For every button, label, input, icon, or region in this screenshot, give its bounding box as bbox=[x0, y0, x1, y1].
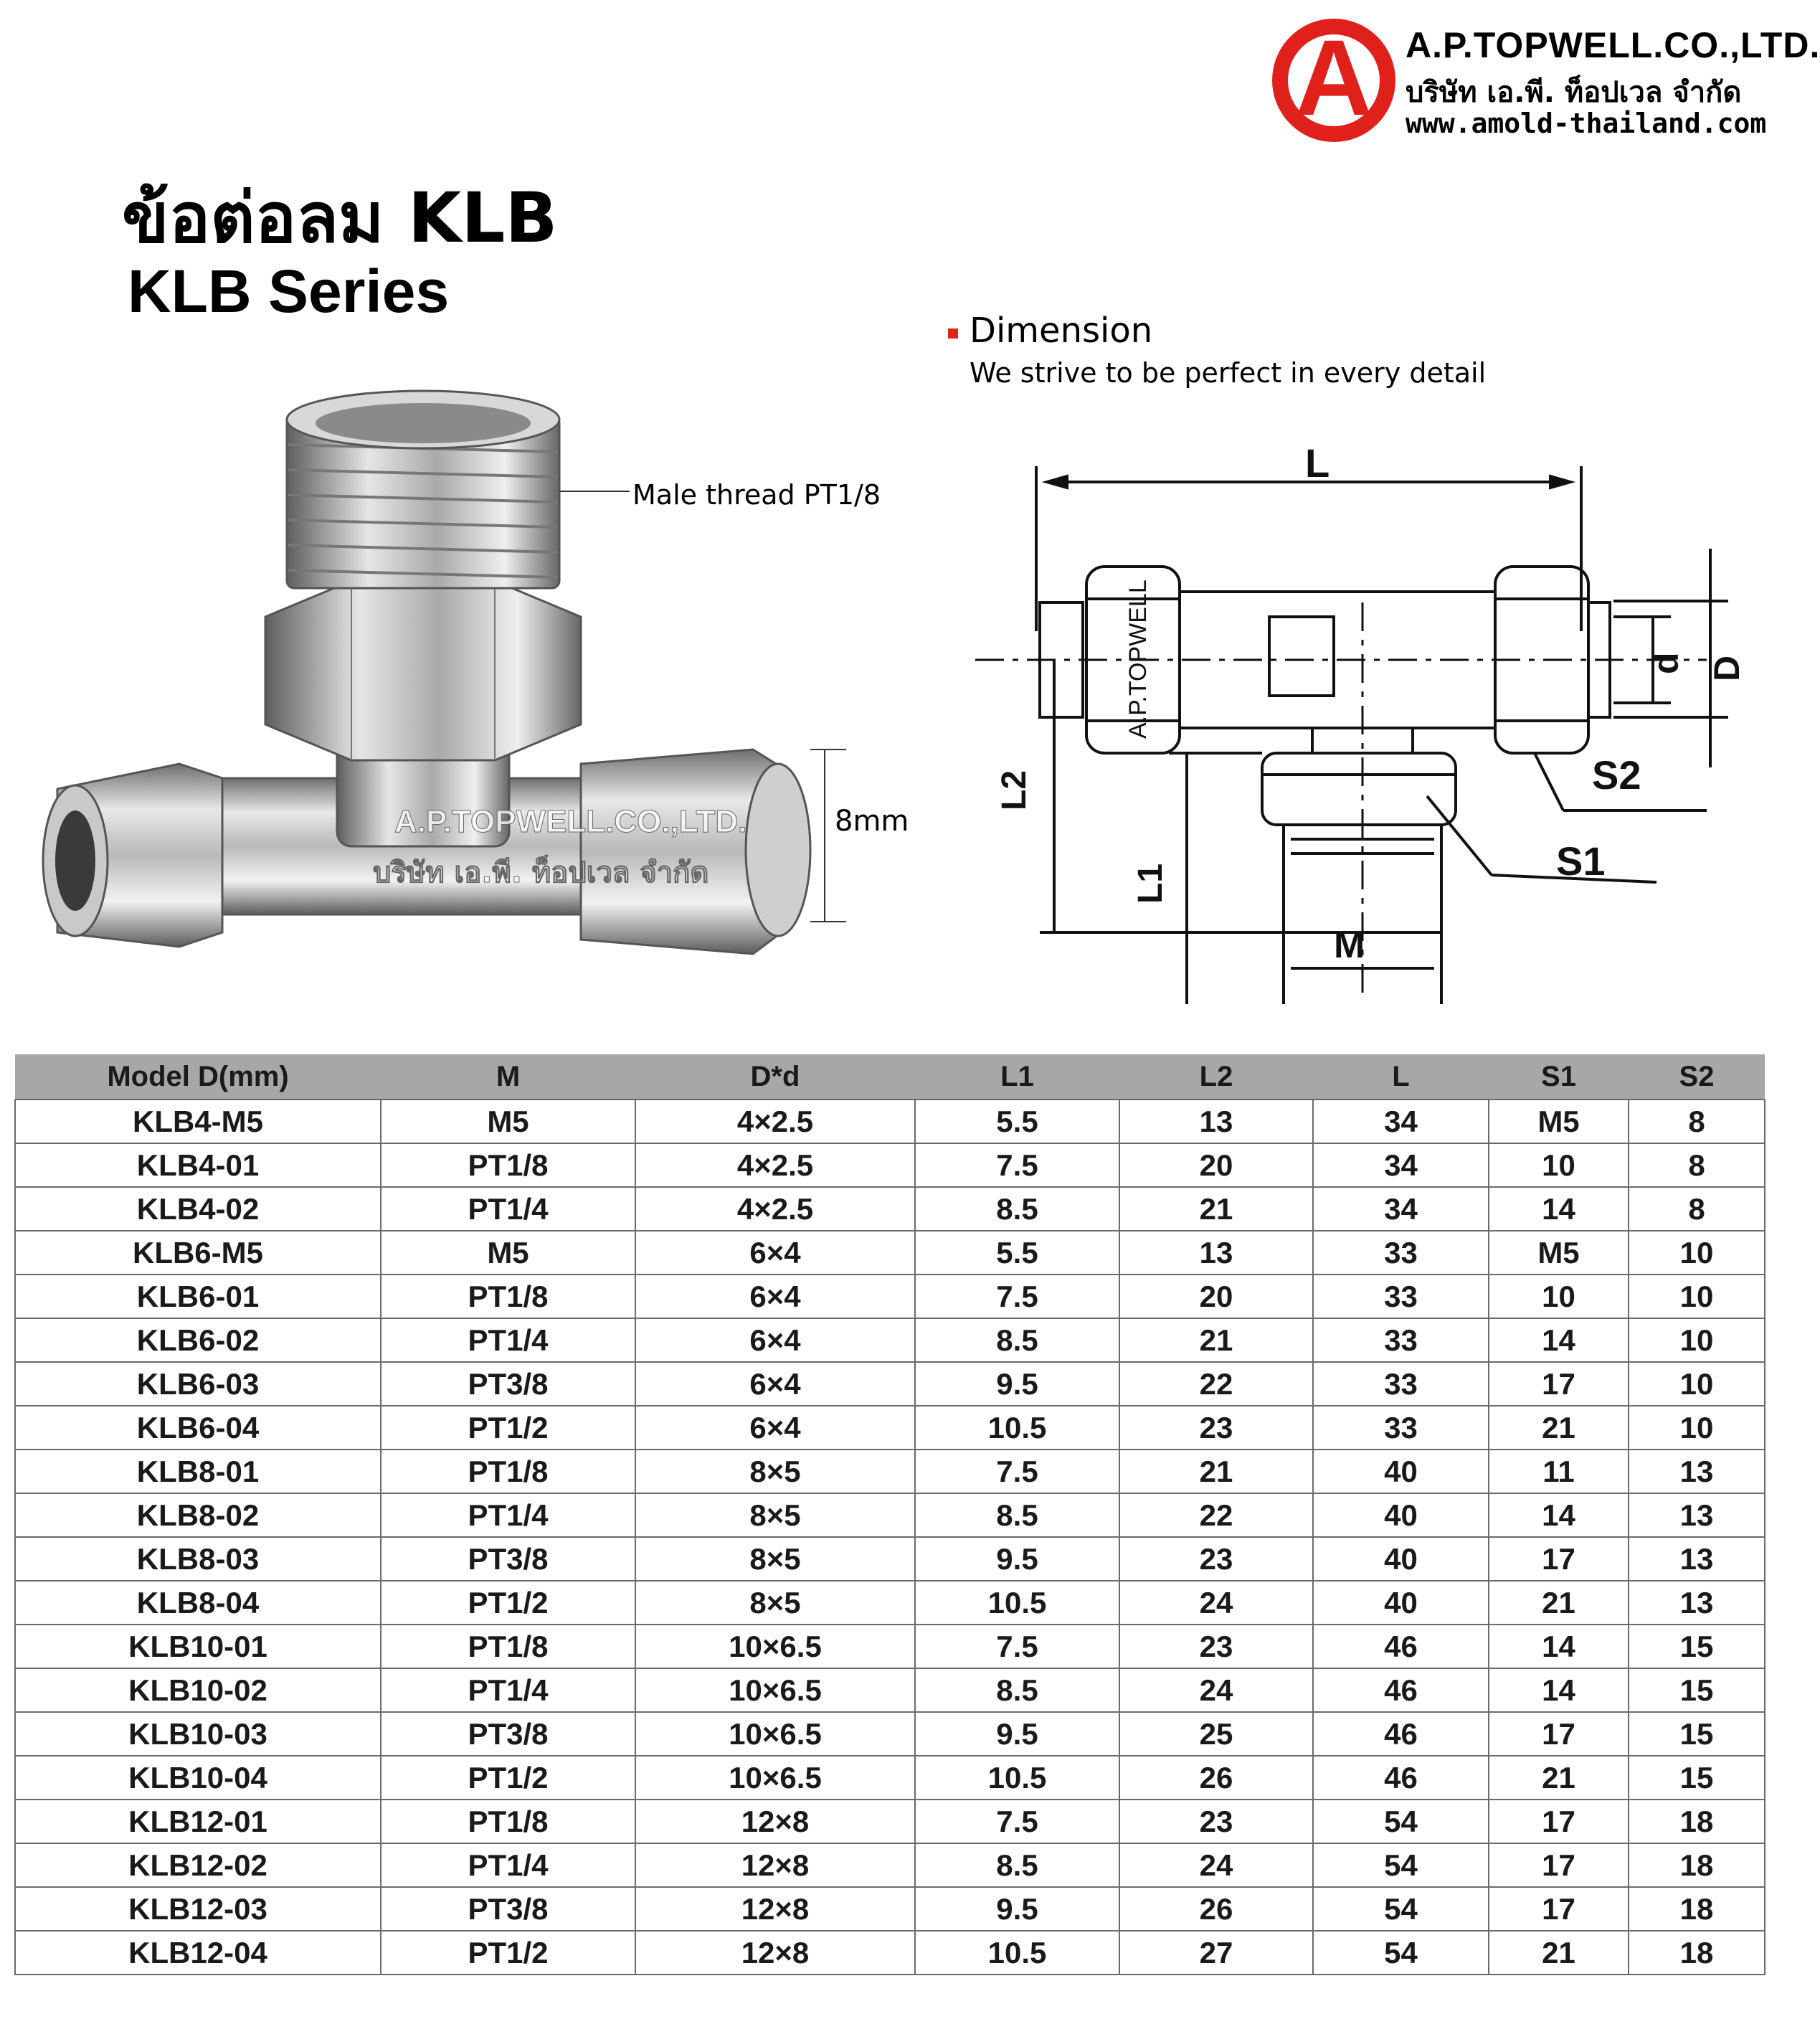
table-cell: 23 bbox=[1119, 1537, 1313, 1581]
column-header: L2 bbox=[1119, 1054, 1313, 1100]
table-cell: 54 bbox=[1313, 1843, 1489, 1887]
table-cell: KLB6-M5 bbox=[15, 1231, 381, 1275]
table-row bbox=[15, 1931, 1765, 1975]
table-cell: PT1/4 bbox=[381, 1493, 635, 1537]
label-S2: S2 bbox=[1592, 752, 1641, 798]
table-cell: 46 bbox=[1313, 1625, 1489, 1668]
table-cell: 12×8 bbox=[635, 1843, 915, 1887]
table-row bbox=[15, 1100, 1765, 1143]
table-row bbox=[15, 1800, 1765, 1843]
table-cell: 5.5 bbox=[915, 1100, 1119, 1143]
table-cell: 8.5 bbox=[915, 1187, 1119, 1231]
table-cell: KLB10-04 bbox=[15, 1756, 381, 1800]
table-cell: 14 bbox=[1489, 1625, 1629, 1668]
table-cell: 9.5 bbox=[915, 1537, 1119, 1581]
table-cell: 10 bbox=[1629, 1231, 1765, 1275]
table-cell: 34 bbox=[1313, 1100, 1489, 1143]
table-header-row bbox=[15, 1054, 1765, 1100]
table-cell: 40 bbox=[1313, 1450, 1489, 1493]
table-cell: 25 bbox=[1119, 1712, 1313, 1756]
table-cell: 10×6.5 bbox=[635, 1756, 915, 1800]
table-cell: PT1/4 bbox=[381, 1187, 635, 1231]
table-cell: 8.5 bbox=[915, 1668, 1119, 1712]
table-cell: 10×6.5 bbox=[635, 1625, 915, 1668]
table-cell: KLB6-02 bbox=[15, 1318, 381, 1362]
table-cell: 23 bbox=[1119, 1800, 1313, 1843]
table-cell: KLB12-04 bbox=[15, 1931, 381, 1975]
table-cell: 4×2.5 bbox=[635, 1143, 915, 1187]
logo-letter: A bbox=[1294, 17, 1373, 138]
table-cell: M5 bbox=[1489, 1231, 1629, 1275]
table-cell: 7.5 bbox=[915, 1143, 1119, 1187]
table-cell: 10×6.5 bbox=[635, 1668, 915, 1712]
table-cell: 26 bbox=[1119, 1756, 1313, 1800]
table-cell: 6×4 bbox=[635, 1406, 915, 1450]
label-L2: L2 bbox=[995, 770, 1033, 810]
table-cell: 54 bbox=[1313, 1800, 1489, 1843]
table-cell: PT1/8 bbox=[381, 1275, 635, 1318]
table-cell: PT1/4 bbox=[381, 1668, 635, 1712]
table-cell: 8.5 bbox=[915, 1318, 1119, 1362]
column-header: Model D(mm) bbox=[15, 1054, 381, 1100]
table-cell: 7.5 bbox=[915, 1450, 1119, 1493]
table-cell: PT1/8 bbox=[381, 1143, 635, 1187]
table-cell: 12×8 bbox=[635, 1931, 915, 1975]
table-row bbox=[15, 1668, 1765, 1712]
table-cell: 33 bbox=[1313, 1362, 1489, 1406]
table-cell: 13 bbox=[1629, 1581, 1765, 1625]
table-cell: 18 bbox=[1629, 1931, 1765, 1975]
table-cell: 8.5 bbox=[915, 1493, 1119, 1537]
table-cell: 8 bbox=[1629, 1100, 1765, 1143]
table-cell: 14 bbox=[1489, 1668, 1629, 1712]
table-cell: 40 bbox=[1313, 1493, 1489, 1537]
drawing-watermark: A.P.TOPWELL bbox=[1124, 580, 1152, 739]
column-header: S2 bbox=[1629, 1054, 1765, 1100]
table-row bbox=[15, 1187, 1765, 1231]
company-name-th: บริษัท เอ.พี. ท็อปเวล จำกัด bbox=[1406, 76, 1742, 109]
table-cell: 6×4 bbox=[635, 1275, 915, 1318]
table-cell: 18 bbox=[1629, 1887, 1765, 1931]
table-cell: PT3/8 bbox=[381, 1537, 635, 1581]
table-cell: KLB4-01 bbox=[15, 1143, 381, 1187]
spec-table bbox=[14, 1054, 1766, 1975]
table-cell: 10.5 bbox=[915, 1581, 1119, 1625]
table-cell: 17 bbox=[1489, 1712, 1629, 1756]
table-cell: 15 bbox=[1629, 1712, 1765, 1756]
table-cell: 8×5 bbox=[635, 1537, 915, 1581]
table-cell: PT1/4 bbox=[381, 1843, 635, 1887]
table-cell: 34 bbox=[1313, 1143, 1489, 1187]
table-cell: KLB8-01 bbox=[15, 1450, 381, 1493]
page-title-thai: ข้อต่อลม KLB bbox=[122, 178, 558, 258]
column-header: S1 bbox=[1489, 1054, 1629, 1100]
table-cell: 6×4 bbox=[635, 1231, 915, 1275]
table-cell: KLB6-01 bbox=[15, 1275, 381, 1318]
table-cell: 46 bbox=[1313, 1668, 1489, 1712]
table-cell: 21 bbox=[1489, 1581, 1629, 1625]
table-cell: 10 bbox=[1629, 1318, 1765, 1362]
label-L1: L1 bbox=[1132, 863, 1170, 904]
table-row bbox=[15, 1362, 1765, 1406]
dimension-drawing bbox=[932, 438, 1771, 1011]
table-cell: PT3/8 bbox=[381, 1362, 635, 1406]
table-cell: 17 bbox=[1489, 1887, 1629, 1931]
table-cell: KLB8-04 bbox=[15, 1581, 381, 1625]
table-cell: 20 bbox=[1119, 1143, 1313, 1187]
label-D: D bbox=[1707, 655, 1747, 681]
table-cell: 21 bbox=[1489, 1756, 1629, 1800]
table-cell: 13 bbox=[1119, 1100, 1313, 1143]
table-cell: 9.5 bbox=[915, 1887, 1119, 1931]
page-title-english: KLB Series bbox=[128, 257, 450, 325]
table-row bbox=[15, 1756, 1765, 1800]
table-cell: 40 bbox=[1313, 1537, 1489, 1581]
table-cell: 20 bbox=[1119, 1275, 1313, 1318]
table-cell: 26 bbox=[1119, 1887, 1313, 1931]
table-cell: 14 bbox=[1489, 1318, 1629, 1362]
company-name-en: A.P.TOPWELL.CO.,LTD. bbox=[1406, 25, 1820, 65]
table-cell: PT1/2 bbox=[381, 1931, 635, 1975]
table-cell: M5 bbox=[381, 1100, 635, 1143]
table-cell: 10 bbox=[1489, 1275, 1629, 1318]
table-cell: KLB10-02 bbox=[15, 1668, 381, 1712]
table-cell: 18 bbox=[1629, 1843, 1765, 1887]
table-cell: KLB12-02 bbox=[15, 1843, 381, 1887]
table-cell: 22 bbox=[1119, 1362, 1313, 1406]
company-website: www.amold-thailand.com bbox=[1406, 108, 1767, 139]
size-label: 8mm bbox=[835, 805, 909, 838]
table-cell: 10 bbox=[1629, 1362, 1765, 1406]
table-row bbox=[15, 1493, 1765, 1537]
photo-watermark-th: บริษัท เอ.พี. ท็อปเวล จำกัด bbox=[373, 856, 709, 889]
table-cell: 13 bbox=[1629, 1450, 1765, 1493]
table-cell: 11 bbox=[1489, 1450, 1629, 1493]
table-cell: 9.5 bbox=[915, 1712, 1119, 1756]
table-cell: PT1/4 bbox=[381, 1318, 635, 1362]
table-cell: 21 bbox=[1119, 1450, 1313, 1493]
table-cell: 40 bbox=[1313, 1581, 1489, 1625]
table-cell: 8 bbox=[1629, 1187, 1765, 1231]
table-cell: PT1/8 bbox=[381, 1800, 635, 1843]
label-M: M bbox=[1334, 925, 1365, 966]
table-cell: 4×2.5 bbox=[635, 1187, 915, 1231]
table-cell: 46 bbox=[1313, 1756, 1489, 1800]
table-cell: 9.5 bbox=[915, 1362, 1119, 1406]
table-cell: 54 bbox=[1313, 1931, 1489, 1975]
dimension-bullet bbox=[948, 328, 958, 339]
table-cell: M5 bbox=[381, 1231, 635, 1275]
table-row bbox=[15, 1887, 1765, 1931]
table-cell: 8 bbox=[1629, 1143, 1765, 1187]
table-cell: M5 bbox=[1489, 1100, 1629, 1143]
photo-watermark-en: A.P.TOPWELL.CO.,LTD. bbox=[394, 804, 747, 839]
table-cell: 14 bbox=[1489, 1187, 1629, 1231]
table-cell: 6×4 bbox=[635, 1318, 915, 1362]
table-cell: 17 bbox=[1489, 1362, 1629, 1406]
label-d: d bbox=[1646, 652, 1686, 674]
column-header: D*d bbox=[635, 1054, 915, 1100]
table-cell: 23 bbox=[1119, 1406, 1313, 1450]
table-cell: 8.5 bbox=[915, 1843, 1119, 1887]
table-cell: KLB12-03 bbox=[15, 1887, 381, 1931]
table-cell: PT3/8 bbox=[381, 1887, 635, 1931]
table-cell: 13 bbox=[1629, 1493, 1765, 1537]
table-cell: 34 bbox=[1313, 1187, 1489, 1231]
table-cell: 10 bbox=[1629, 1406, 1765, 1450]
table-cell: 22 bbox=[1119, 1493, 1313, 1537]
table-cell: 8×5 bbox=[635, 1493, 915, 1537]
table-row bbox=[15, 1231, 1765, 1275]
table-cell: KLB12-01 bbox=[15, 1800, 381, 1843]
table-cell: 21 bbox=[1119, 1318, 1313, 1362]
table-cell: 21 bbox=[1119, 1187, 1313, 1231]
table-cell: 23 bbox=[1119, 1625, 1313, 1668]
table-cell: KLB10-03 bbox=[15, 1712, 381, 1756]
table-cell: 7.5 bbox=[915, 1800, 1119, 1843]
table-cell: KLB6-04 bbox=[15, 1406, 381, 1450]
table-row bbox=[15, 1625, 1765, 1668]
table-cell: 6×4 bbox=[635, 1362, 915, 1406]
table-row bbox=[15, 1143, 1765, 1187]
table-cell: 21 bbox=[1489, 1931, 1629, 1975]
company-logo bbox=[1269, 16, 1398, 145]
table-cell: 10×6.5 bbox=[635, 1712, 915, 1756]
table-cell: 7.5 bbox=[915, 1275, 1119, 1318]
column-header: L bbox=[1313, 1054, 1489, 1100]
table-row bbox=[15, 1318, 1765, 1362]
column-header: L1 bbox=[915, 1054, 1119, 1100]
table-cell: 10.5 bbox=[915, 1756, 1119, 1800]
table-cell: 33 bbox=[1313, 1231, 1489, 1275]
table-row bbox=[15, 1712, 1765, 1756]
table-cell: 8×5 bbox=[635, 1581, 915, 1625]
table-row bbox=[15, 1843, 1765, 1887]
table-cell: 14 bbox=[1489, 1493, 1629, 1537]
table-cell: 10.5 bbox=[915, 1931, 1119, 1975]
table-cell: 33 bbox=[1313, 1318, 1489, 1362]
table-cell: 10 bbox=[1629, 1275, 1765, 1318]
label-L: L bbox=[1305, 440, 1330, 486]
table-cell: PT1/8 bbox=[381, 1450, 635, 1493]
table-cell: 13 bbox=[1629, 1537, 1765, 1581]
table-cell: 8×5 bbox=[635, 1450, 915, 1493]
table-cell: 24 bbox=[1119, 1581, 1313, 1625]
table-cell: 33 bbox=[1313, 1406, 1489, 1450]
thread-label: Male thread PT1/8 bbox=[632, 479, 881, 511]
table-cell: PT1/8 bbox=[381, 1625, 635, 1668]
table-row bbox=[15, 1581, 1765, 1625]
table-cell: KLB8-03 bbox=[15, 1537, 381, 1581]
table-cell: 27 bbox=[1119, 1931, 1313, 1975]
table-row bbox=[15, 1537, 1765, 1581]
table-cell: 12×8 bbox=[635, 1800, 915, 1843]
table-cell: 15 bbox=[1629, 1625, 1765, 1668]
table-cell: 17 bbox=[1489, 1537, 1629, 1581]
table-cell: KLB8-02 bbox=[15, 1493, 381, 1537]
table-row bbox=[15, 1450, 1765, 1493]
label-S1: S1 bbox=[1556, 838, 1606, 884]
table-cell: 10.5 bbox=[915, 1406, 1119, 1450]
table-cell: 13 bbox=[1119, 1231, 1313, 1275]
table-cell: 4×2.5 bbox=[635, 1100, 915, 1143]
dimension-heading: Dimension bbox=[970, 311, 1153, 351]
table-cell: PT1/2 bbox=[381, 1756, 635, 1800]
column-header: M bbox=[381, 1054, 635, 1100]
table-cell: 33 bbox=[1313, 1275, 1489, 1318]
table-cell: 5.5 bbox=[915, 1231, 1119, 1275]
table-cell: PT1/2 bbox=[381, 1581, 635, 1625]
table-cell: PT3/8 bbox=[381, 1712, 635, 1756]
table-cell: 12×8 bbox=[635, 1887, 915, 1931]
table-cell: 24 bbox=[1119, 1668, 1313, 1712]
table-cell: KLB6-03 bbox=[15, 1362, 381, 1406]
table-cell: KLB4-M5 bbox=[15, 1100, 381, 1143]
table-row bbox=[15, 1406, 1765, 1450]
table-cell: 21 bbox=[1489, 1406, 1629, 1450]
table-row bbox=[15, 1275, 1765, 1318]
table-cell: 15 bbox=[1629, 1756, 1765, 1800]
table-cell: KLB10-01 bbox=[15, 1625, 381, 1668]
table-cell: 10 bbox=[1489, 1143, 1629, 1187]
table-cell: 24 bbox=[1119, 1843, 1313, 1887]
table-cell: 46 bbox=[1313, 1712, 1489, 1756]
table-cell: 54 bbox=[1313, 1887, 1489, 1931]
table-cell: 17 bbox=[1489, 1800, 1629, 1843]
table-cell: 7.5 bbox=[915, 1625, 1119, 1668]
table-cell: 18 bbox=[1629, 1800, 1765, 1843]
table-cell: 15 bbox=[1629, 1668, 1765, 1712]
table-cell: 17 bbox=[1489, 1843, 1629, 1887]
table-cell: KLB4-02 bbox=[15, 1187, 381, 1231]
table-cell: PT1/2 bbox=[381, 1406, 635, 1450]
dimension-subtitle: We strive to be perfect in every detail bbox=[970, 357, 1487, 389]
